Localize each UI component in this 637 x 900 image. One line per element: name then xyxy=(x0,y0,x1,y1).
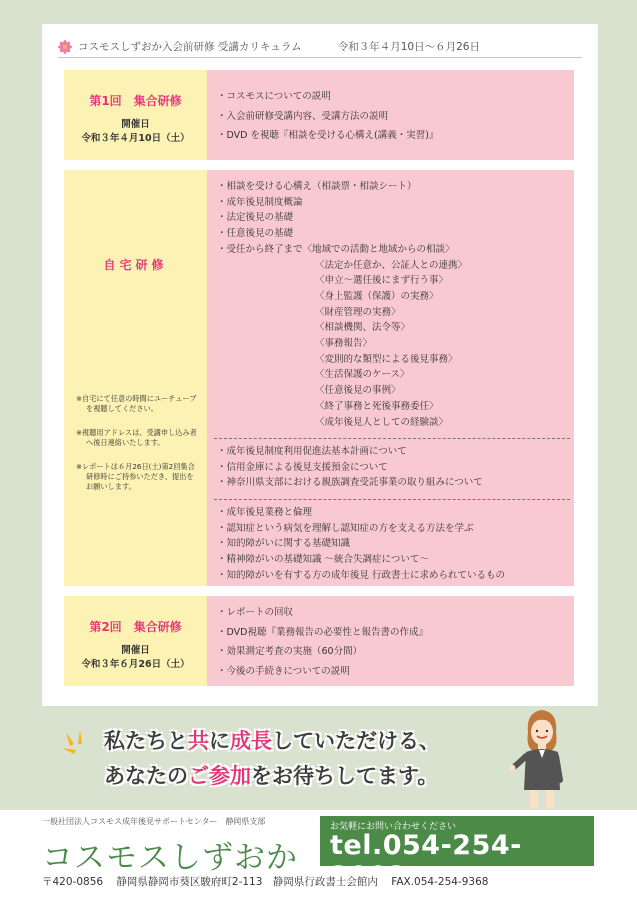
list-item: ・認知症という病気を理解し認知症の方を支える方法を学ぶ xyxy=(217,522,474,534)
list-item: ・知的障がいを有する方の成年後見 行政書士に求められているもの xyxy=(217,569,506,581)
home-study-group1 xyxy=(217,179,568,430)
tagline xyxy=(104,724,494,794)
attention-rays-icon xyxy=(62,730,96,760)
list-sub-item: 〈相談機関、法令等〉 xyxy=(315,322,411,334)
list-item: ・DVD視聴『業務報告の必要性と報告書の作成』 xyxy=(217,626,428,638)
list-item: ・法定後見の基礎 xyxy=(217,212,294,224)
session1-items xyxy=(217,87,568,146)
curriculum-header xyxy=(58,36,582,58)
list-item: ・信用金庫による後見支援預金について xyxy=(217,461,388,473)
curriculum-sheet xyxy=(42,24,598,706)
list-item: ・今後の手続きについての説明 xyxy=(217,665,350,677)
tagline-line1: 私たちと共に成長していただける、 xyxy=(104,729,440,753)
list-sub-item: 〈財産管理の実務〉 xyxy=(315,306,401,318)
address-line xyxy=(42,874,498,889)
list-item: ・神奈川県支部における親族調査受託事業の取り組みについて xyxy=(217,477,483,489)
dashed-divider xyxy=(214,438,570,439)
list-sub-item: 〈生活保護のケース〉 xyxy=(315,369,410,381)
session2-date-info xyxy=(64,644,207,672)
list-sub-item: 〈申立～選任後にまず行う事〉 xyxy=(315,275,449,287)
list-sub-item: 〈事務報告〉 xyxy=(315,338,373,350)
list-item: ・効果測定考査の実施（60分間） xyxy=(217,646,363,657)
session1-date-label: 開催日 xyxy=(121,119,150,130)
session2-items xyxy=(217,603,568,681)
woman-pointing-illustration xyxy=(506,706,576,810)
list-item: ・任意後見の基礎 xyxy=(217,228,294,240)
session2-title: 第2回 集合研修 xyxy=(89,620,182,634)
home-study-block xyxy=(64,170,574,586)
curriculum-title: コスモスしずおか入会前研修 受講カリキュラム xyxy=(78,41,302,53)
list-item: ・入会前研修受講内容、受講方法の説明 xyxy=(217,110,389,122)
note-item: ※自宅にて任意の時間にユーチューブを視聴してください。 xyxy=(76,394,197,413)
home-study-group3 xyxy=(217,505,568,584)
list-item: ・レポートの回収 xyxy=(217,607,294,618)
list-item: ・受任から終了まで〈地域での活動と地域からの相談〉 xyxy=(217,243,455,255)
list-sub-item: 〈任意後見の事例〉 xyxy=(315,385,401,397)
list-item: ・成年後見業務と倫理 xyxy=(217,507,313,518)
list-item: ・成年後見制度概論 xyxy=(217,196,303,208)
home-study-group2 xyxy=(217,444,568,491)
list-item: ・知的障がいに関する基礎知識 xyxy=(217,538,351,550)
contact-lead: お気軽にお問い合わせください xyxy=(330,822,457,832)
tagline-line2: あなたのご参加をお待ちしてます。 xyxy=(104,764,439,788)
session2-date: 令和３年６月26日（土） xyxy=(81,659,190,670)
list-item: ・コスモスについての説明 xyxy=(217,91,331,102)
session2-block xyxy=(64,596,574,686)
list-item: ・精神障がいの基礎知識 ～統合失調症について～ xyxy=(217,554,429,566)
session2-date-label: 開催日 xyxy=(121,645,150,656)
postal-code: 〒420-0856 xyxy=(42,876,104,888)
note-item: ※視聴用アドレスは、受講申し込み者へ後日連絡いたします。 xyxy=(76,428,197,447)
list-item: ・相談を受ける心構え（相談票・相談シート） xyxy=(217,181,417,192)
street-address: 静岡県静岡市葵区駿府町2-113 静岡県行政書士会館内 xyxy=(116,876,378,888)
session1-block xyxy=(64,70,574,160)
brand-name: コスモスしずおか xyxy=(42,840,298,876)
session1-date: 令和３年４月10日（土） xyxy=(81,133,190,144)
note-item: ※レポートは６月26日(土)第2回集合研修時にご持参いただき、提出をお願いします。 xyxy=(76,462,195,491)
session1-date-info xyxy=(64,118,207,146)
list-sub-item: 〈成年後見人としての経験談〉 xyxy=(315,416,449,428)
curriculum-period: 令和３年４月10日～６月26日 xyxy=(337,41,480,53)
list-item: ・DVD を視聴『相談を受ける心構え(講義・実習)』 xyxy=(217,130,439,141)
list-sub-item: 〈法定か任意か、公証人との連携〉 xyxy=(315,259,468,271)
list-sub-item: 〈身上監護（保護）の実務〉 xyxy=(315,290,439,302)
cosmos-flower-icon xyxy=(58,40,72,54)
list-item: ・成年後見制度利用促進法基本計画について xyxy=(217,446,407,457)
organization-name: 一般社団法人コスモス成年後見サポートセンター 静岡県支部 xyxy=(42,817,266,826)
home-study-notes xyxy=(76,394,200,506)
list-sub-item: 〈変則的な類型による後見事務〉 xyxy=(315,353,458,365)
footer xyxy=(0,810,637,900)
phone-number[interactable]: tel.054-254-3003 xyxy=(330,830,522,892)
home-study-title: 自宅研修 xyxy=(103,258,168,272)
session1-title: 第1回 集合研修 xyxy=(89,94,182,108)
list-sub-item: 〈終了事務と死後事務委任〉 xyxy=(315,400,439,412)
fax-number: FAX.054-254-9368 xyxy=(391,876,489,888)
dashed-divider xyxy=(214,499,570,500)
